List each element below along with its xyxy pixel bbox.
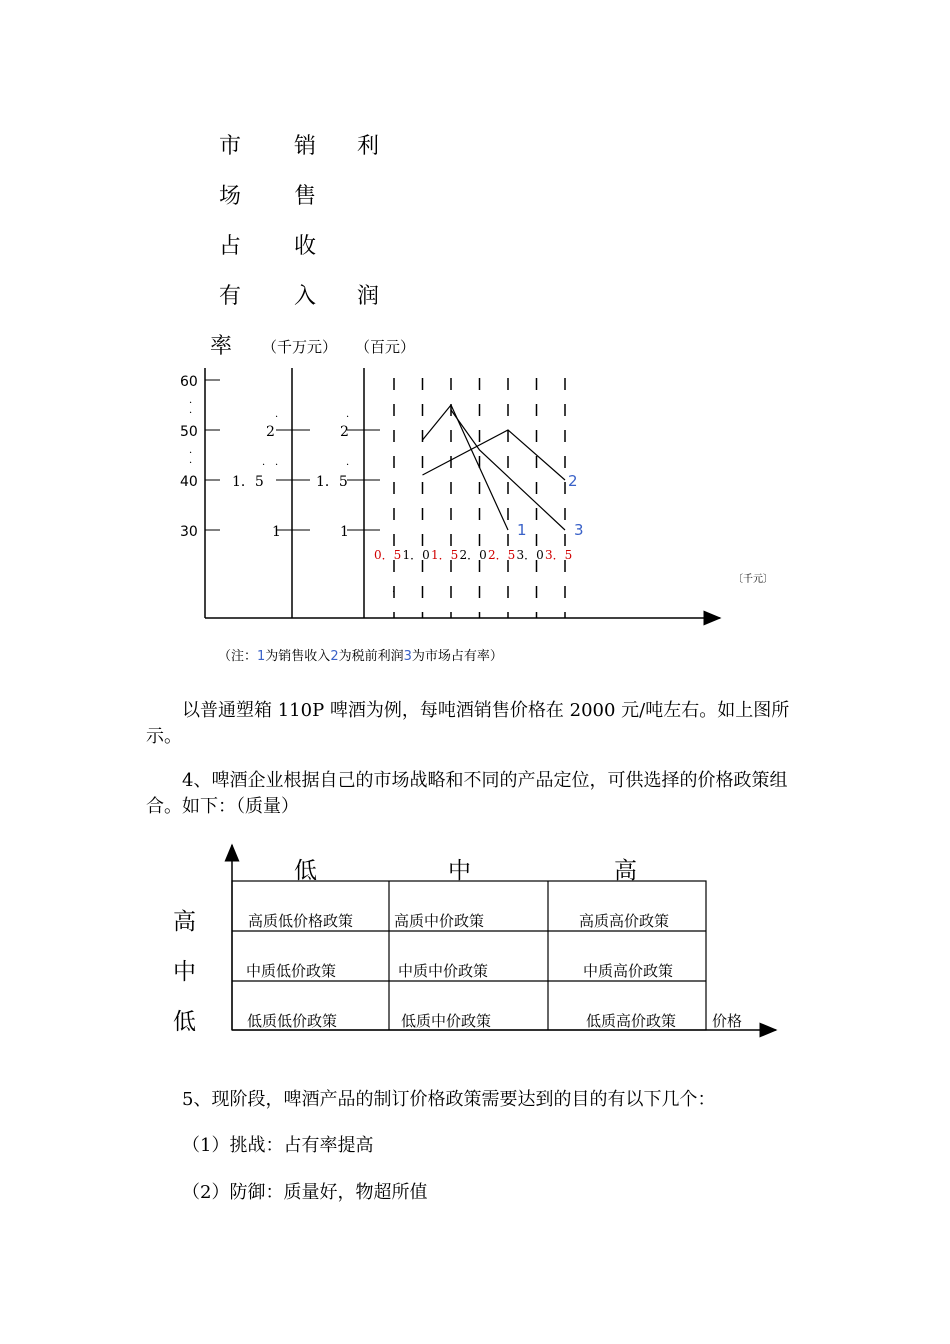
goal-item-2: （2）防御：质量好，物超所值	[182, 1182, 428, 1203]
tick-1: 1	[272, 524, 281, 540]
svg-text:·: ·	[275, 412, 279, 423]
col1-char: 有	[219, 284, 242, 309]
x-tick-label: 1．0	[402, 548, 430, 562]
svg-text:·: ·	[346, 460, 350, 471]
x-tick-label: 3．0	[516, 548, 544, 562]
data-lines	[423, 405, 566, 530]
x-tick-label: 2．5	[488, 548, 516, 562]
matrix-cell: 高质中价政策	[394, 912, 485, 930]
price-mid-header: 中	[448, 858, 471, 884]
quality-mid-label: 中	[173, 959, 196, 985]
matrix-cell: 中质高价政策	[583, 962, 674, 980]
line-label-3: 3	[574, 521, 584, 539]
tick-1-5: 1．5	[232, 474, 264, 490]
col1-char: 占	[219, 234, 242, 259]
series-line-1	[423, 405, 509, 530]
matrix-cell: 高质低价格政策	[248, 912, 354, 930]
price-axis-label: 价格	[712, 1012, 743, 1030]
x-tick-label: 3．5	[545, 548, 573, 562]
quality-low-label: 低	[173, 1009, 196, 1035]
paragraph-example: 以普通塑箱 110P 啤酒为例，每吨酒销售价格在 2000 元/吨左右。如上图所示。	[146, 700, 790, 747]
price-low-header: 低	[294, 858, 317, 884]
line-label-2: 2	[568, 472, 578, 490]
svg-text:·: ·	[262, 460, 266, 471]
matrix-cell: 高质高价政策	[579, 912, 670, 930]
dashed-grid	[394, 378, 565, 618]
tick-1: 1	[340, 524, 349, 540]
col3-char: 润	[357, 284, 380, 309]
matrix-cell: 中质中价政策	[398, 962, 489, 980]
matrix-cell: 低质低价政策	[247, 1012, 338, 1030]
tick-1-5: 1．5	[316, 474, 348, 490]
col2-char: 收	[294, 234, 317, 259]
x-tick-labels	[374, 548, 572, 562]
tick-50: 50	[180, 424, 198, 440]
x-tick-label: 0．5	[374, 548, 402, 562]
matrix-cell: 低质高价政策	[586, 1012, 677, 1030]
x-tick-label: 2．0	[459, 548, 487, 562]
paragraph-price-policy: 4、啤酒企业根据自己的市场战略和不同的产品定位，可供选择的价格政策组合。如下：（质量）	[146, 770, 788, 817]
tick-30: 30	[180, 524, 198, 540]
svg-text:·: ·	[275, 460, 279, 471]
chart-note: （注：1为销售收入2为税前利润3为市场占有率）	[218, 649, 503, 664]
col1-char: 市	[219, 134, 242, 159]
profit-unit-label: （百元）	[355, 338, 416, 356]
svg-text:·: ·	[189, 458, 193, 469]
paragraph-goals: 5、现阶段，啤酒产品的制订价格政策需要达到的目的有以下几个：	[182, 1089, 716, 1110]
svg-text:·: ·	[392, 587, 396, 598]
goal-item-1: （1）挑战：占有率提高	[182, 1135, 374, 1156]
matrix-cell: 低质中价政策	[401, 1012, 492, 1030]
tick-60: 60	[180, 374, 198, 390]
col1-char: 场	[219, 184, 242, 209]
tick-2: 2	[340, 424, 349, 440]
sales-ticks	[232, 412, 310, 540]
svg-text:·: ·	[189, 398, 193, 409]
col3-char: 利	[357, 134, 380, 159]
svg-text:·: ·	[189, 408, 193, 419]
col1-char: 率	[210, 334, 233, 359]
col2-char: 入	[294, 284, 317, 309]
svg-text:·: ·	[346, 412, 350, 423]
col2-char: 销	[294, 134, 317, 159]
price-high-header: 高	[614, 858, 637, 884]
series-line-2	[423, 430, 566, 480]
col2-char: 售	[294, 184, 317, 209]
x-unit-label: 〔千元〕	[733, 574, 773, 585]
tick-2: 2	[266, 424, 275, 440]
svg-text:·: ·	[189, 448, 193, 459]
tick-40: 40	[180, 474, 198, 490]
profit-ticks	[316, 412, 380, 540]
sales-unit-label: （千万元）	[262, 338, 338, 356]
market-share-ticks	[180, 374, 220, 540]
x-tick-label: 1．5	[431, 548, 459, 562]
quality-high-label: 高	[173, 909, 196, 935]
line-label-1: 1	[517, 521, 527, 539]
matrix-cell: 中质低价政策	[246, 962, 337, 980]
